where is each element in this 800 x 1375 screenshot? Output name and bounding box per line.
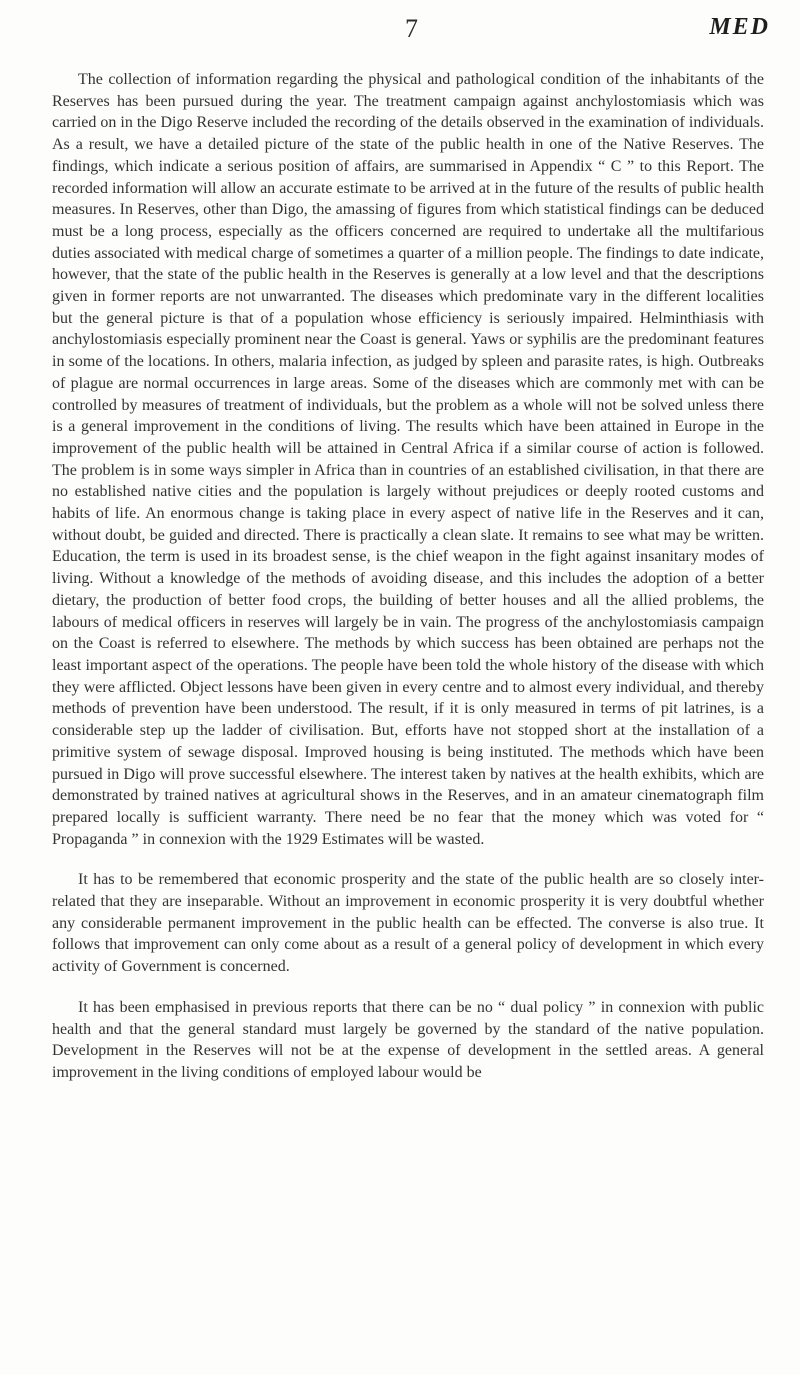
page-number: 7 xyxy=(405,14,418,43)
paragraph-public-health-findings: The collection of information regarding the physical and pathological condition of the inhabitants of the Reserves has been pursued during the year. The treatment campaign against anchylostomiasis which was carried on in the Digo Reserve included the recording of the details observed in the examination of individuals. As a result, we have a detailed picture of the state of the public health in one of the Native Reserves. The findings, which indicate a serious position of affairs, are summarised in Appendix “ C ” to this Report. The recorded information will allow an accurate estimate to be arrived at in the future of the results of public health measures. In Reserves, other than Digo, the amassing of figures from which statistical findings can be deduced must be a long process, especially as the officers concerned are required to undertake all the multifarious duties associated with medical charge of sometimes a quarter of a million people. The findings to date indicate, however, that the state of the public health in the Reserves is generally at a low level and that the descriptions given in former reports are not unwarranted. The diseases which predominate vary in the different localities but the general picture is that of a population whose efficiency is seriously impaired. Helminthiasis with anchylostomiasis especially prominent near the Coast is general. Yaws or syphilis are the predominant features in some of the locations. In others, malaria infection, as judged by spleen and parasite rates, is high. Outbreaks of plague are normal occurrences in large areas. Some of the diseases which are commonly met with can be controlled by measures of treatment of individuals, but the problem as a whole will not be solved unless there is a general improvement in the conditions of living. The results which have been attained in Europe in the improvement of the public health will be attained in Central Africa if a similar course of action is followed. The problem is in some ways simpler in Africa than in countries of an established civilisation, in that there are no established native cities and the population is largely without prejudices or deeply rooted customs and habits of life. An enormous change is taking place in every aspect of native life in the Reserves and it can, without doubt, be guided and directed. There is practically a clean slate. It remains to see what may be written. Education, the term is used in its broadest sense, is the chief weapon in the fight against insanitary modes of living. Without a knowledge of the methods of avoiding disease, and this includes the adoption of a better dietary, the production of better food crops, the building of better houses and all the allied problems, the labours of medical officers in reserves will largely be in vain. The progress of the anchylostomiasis campaign on the Coast is referred to elsewhere. The methods by which success has been obtained are perhaps not the least important aspect of the operations. The people have been told the whole history of the disease with which they were afflicted. Object lessons have been given in every centre and to almost every individual, and thereby methods of prevention have been understood. The result, if it is only measured in terms of pit latrines, is a considerable step up the ladder of civilisation. But, efforts have not stopped short at the installation of a primitive system of sewage disposal. Improved housing is being instituted. The methods which have been pursued in Digo will prove successful elsewhere. The interest taken by natives at the health exhibits, which are demonstrated by trained natives at agricultural shows in the Reserves, and in an amateur cinematograph film prepared locally is sufficient warranty. There need be no fear that the money which was voted for “ Propaganda ” in connexion with the 1929 Estimates will be wasted. xyxy=(52,71,764,848)
paragraph-economic-prosperity: It has to be remembered that economic prosperity and the state of the public health are so closely inter-related that they are inseparable. Without an improvement in economic prosperity it is very doubtful whether any considerable permanent improvement in the public health can be effected. The converse is also true. It follows that improvement can only come about as a result of a general policy of development in which every activity of Government is concerned. xyxy=(52,871,764,976)
section-code: MED xyxy=(709,14,770,40)
running-head xyxy=(0,14,800,44)
paragraph-dual-policy: It has been emphasised in previous reports that there can be no “ dual policy ” in connexion with public health and that the general standard must largely be governed by the standard of the native population. Development in the Reserves will not be at the expense of development in the settled areas. A general improvement in the living conditions of employed labour would be xyxy=(52,998,764,1081)
report-body xyxy=(52,69,764,1084)
